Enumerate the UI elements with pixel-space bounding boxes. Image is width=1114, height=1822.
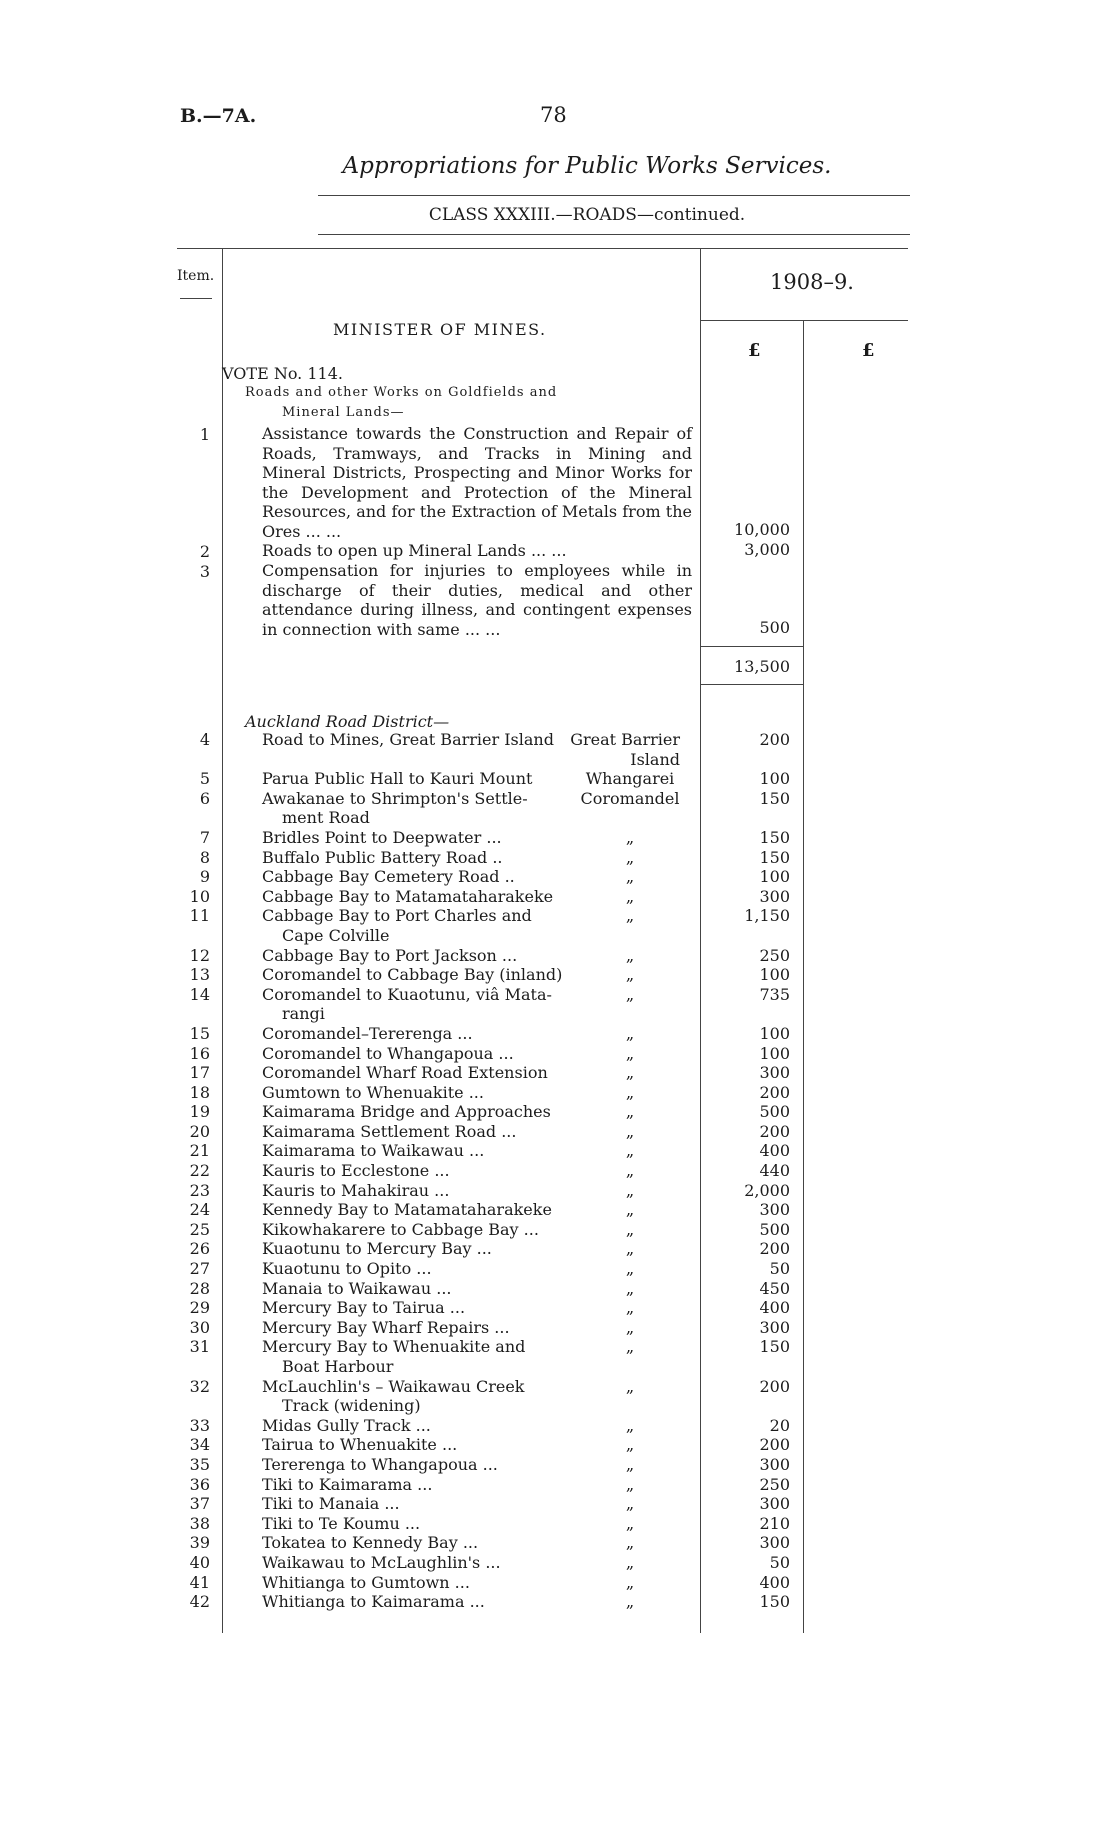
row-description <box>262 1141 577 1161</box>
row-description-line: Kuaotunu to Mercury Bay ... <box>262 1239 492 1259</box>
row-amount: 100 <box>759 965 790 985</box>
table-row <box>0 1044 1114 1064</box>
row-amount: 20 <box>769 1415 790 1435</box>
table-row <box>0 1083 1114 1103</box>
row-locality: „ <box>625 1219 635 1239</box>
document-code: B.—7A. <box>180 105 257 127</box>
row-description <box>262 946 577 966</box>
row-description <box>262 1533 577 1553</box>
row-description <box>262 828 577 848</box>
table-row <box>0 1377 1114 1416</box>
row-item-number: 32 <box>189 1376 210 1396</box>
table-row <box>0 1122 1114 1142</box>
row-description <box>262 1416 577 1436</box>
row-item-number: 22 <box>189 1161 210 1181</box>
row-amount: 250 <box>759 945 790 965</box>
table-row <box>0 1435 1114 1455</box>
table-row <box>0 1592 1114 1612</box>
row-item-number: 31 <box>189 1337 210 1357</box>
row-amount: 300 <box>759 886 790 906</box>
row-item-number: 35 <box>189 1454 210 1474</box>
table-row <box>0 1494 1114 1514</box>
item-amount: 500 <box>759 618 790 637</box>
table-row <box>0 1533 1114 1553</box>
table-row <box>0 1239 1114 1259</box>
row-description <box>262 1298 577 1318</box>
row-description-continuation: Boat Harbour <box>282 1357 394 1376</box>
row-item-number: 42 <box>189 1592 210 1612</box>
row-locality: „ <box>625 1552 635 1572</box>
row-locality: „ <box>625 965 635 985</box>
row-description <box>262 1475 577 1495</box>
row-locality: „ <box>625 1572 635 1592</box>
table-row <box>0 1141 1114 1161</box>
table-row <box>0 1573 1114 1593</box>
row-item-number: 39 <box>189 1533 210 1553</box>
row-locality: „ <box>625 1454 635 1474</box>
row-amount: 100 <box>759 769 790 789</box>
row-description-line: Coromandel Wharf Road Extension <box>262 1063 548 1083</box>
row-locality: „ <box>625 847 635 867</box>
item-amount: 3,000 <box>744 540 790 559</box>
subtotal-rule <box>700 646 803 647</box>
row-item-number: 20 <box>189 1121 210 1141</box>
row-locality: „ <box>625 827 635 847</box>
class-heading: CLASS XXXIII.—ROADS—continued. <box>428 205 746 225</box>
row-amount: 500 <box>759 1102 790 1122</box>
vote-title-line1: Roads and other Works on Goldfields and <box>245 385 558 400</box>
row-description <box>262 906 577 945</box>
row-description-continuation: ment Road <box>282 808 370 828</box>
row-item-number: 13 <box>189 965 210 985</box>
row-locality: „ <box>625 1043 635 1063</box>
row-item-number: 34 <box>189 1435 210 1455</box>
row-amount: 200 <box>759 1239 790 1259</box>
item-description: Compensation for injuries to employees while in discharge of their duties, medical and other attendance during illness, and contingent expenses in connection with same ... ... <box>262 561 692 639</box>
row-item-number: 5 <box>199 769 210 789</box>
table-row <box>0 906 1114 945</box>
table-row <box>0 1416 1114 1436</box>
row-item-number: 19 <box>189 1102 210 1122</box>
currency-left: £ <box>748 340 761 361</box>
table-row <box>0 1200 1114 1220</box>
row-description-line: Mercury Bay Wharf Repairs ... <box>262 1317 510 1337</box>
row-description <box>262 1279 577 1299</box>
row-item-number: 4 <box>199 730 210 749</box>
row-amount: 200 <box>759 730 790 749</box>
row-amount: 150 <box>759 1592 790 1612</box>
row-description-line: Midas Gully Track ... <box>262 1415 431 1435</box>
row-locality: Great Barrier Island <box>570 730 680 769</box>
row-locality: „ <box>625 1474 635 1494</box>
row-amount: 250 <box>759 1474 790 1494</box>
row-amount: 500 <box>759 1219 790 1239</box>
row-description-line: Buffalo Public Battery Road .. <box>262 847 503 867</box>
table-row <box>0 1024 1114 1044</box>
row-locality: „ <box>625 1317 635 1337</box>
row-description <box>262 1122 577 1142</box>
row-locality: Coromandel <box>580 788 680 808</box>
row-description-line: Whitianga to Kaimarama ... <box>262 1592 485 1612</box>
row-amount: 100 <box>759 1023 790 1043</box>
row-locality: „ <box>625 906 635 926</box>
row-amount: 150 <box>759 847 790 867</box>
row-locality: „ <box>625 1494 635 1514</box>
row-description <box>262 1044 577 1064</box>
row-description-line: Parua Public Hall to Kauri Mount <box>262 769 533 789</box>
row-description-line: Coromandel to Cabbage Bay (inland) <box>262 965 563 985</box>
row-description-line: Kikowhakarere to Cabbage Bay ... <box>262 1219 539 1239</box>
row-description <box>262 1435 577 1455</box>
table-row <box>0 1318 1114 1338</box>
row-description <box>262 965 577 985</box>
row-description-line: Mercury Bay to Whenuakite and <box>262 1337 526 1357</box>
row-description-line: Cabbage Bay Cemetery Road .. <box>262 867 515 887</box>
row-description <box>262 1337 577 1376</box>
item-under-rule <box>180 298 212 299</box>
row-description <box>262 1592 577 1612</box>
table-row <box>0 1259 1114 1279</box>
row-item-number: 11 <box>189 906 210 926</box>
table-row <box>0 1161 1114 1181</box>
table-row <box>0 769 1114 789</box>
table-row <box>0 1102 1114 1122</box>
row-item-number: 28 <box>189 1278 210 1298</box>
row-description-line: Tiki to Te Koumu ... <box>262 1513 421 1533</box>
row-locality: „ <box>625 1121 635 1141</box>
row-description-line: Cabbage Bay to Matamataharakeke <box>262 886 554 906</box>
row-locality: „ <box>625 1435 635 1455</box>
vote-number: VOTE No. 114. <box>222 364 343 383</box>
table-row <box>0 1455 1114 1475</box>
row-description-line: Kaimarama to Waikawau ... <box>262 1141 485 1161</box>
row-description-line: Kauris to Ecclestone ... <box>262 1161 450 1181</box>
row-item-number: 17 <box>189 1063 210 1083</box>
item-number: 1 <box>199 425 210 444</box>
row-description-line: Kennedy Bay to Matamataharakeke <box>262 1200 552 1220</box>
row-locality: „ <box>625 1278 635 1298</box>
table-row <box>0 1514 1114 1534</box>
row-item-number: 33 <box>189 1415 210 1435</box>
row-description <box>262 1024 577 1044</box>
row-description-line: Coromandel to Whangapoua ... <box>262 1043 514 1063</box>
item-description: Assistance towards the Construction and Repair of Roads, Tramways, and Tracks in Mining and Mineral Districts, Prospecting and Minor Works for the Development and Protection of the Mineral Resources, and for the Extraction of Metals from the Ores ... ... <box>262 424 692 541</box>
row-locality: „ <box>625 867 635 887</box>
row-item-number: 38 <box>189 1513 210 1533</box>
row-item-number: 41 <box>189 1572 210 1592</box>
table-row <box>0 965 1114 985</box>
table-row <box>0 1279 1114 1299</box>
row-description-line: Coromandel–Tererenga ... <box>262 1023 473 1043</box>
row-description-line: Whitianga to Gumtown ... <box>262 1572 470 1592</box>
row-locality: „ <box>625 1259 635 1279</box>
row-description-line: Bridles Point to Deepwater ... <box>262 827 502 847</box>
table-row <box>0 1475 1114 1495</box>
row-item-number: 18 <box>189 1082 210 1102</box>
page-title: Appropriations for Public Works Services. <box>342 153 832 179</box>
vote-title-line2: Mineral Lands— <box>282 405 405 420</box>
row-item-number: 24 <box>189 1200 210 1220</box>
table-row <box>0 867 1114 887</box>
row-locality: Whangarei <box>585 769 675 789</box>
table-row <box>0 1181 1114 1201</box>
page-number: 78 <box>540 103 567 127</box>
row-description-line: Tokatea to Kennedy Bay ... <box>262 1533 479 1553</box>
row-amount: 150 <box>759 1337 790 1357</box>
row-description <box>262 1239 577 1259</box>
row-item-number: 29 <box>189 1298 210 1318</box>
item-number: 2 <box>199 542 210 561</box>
total-rule <box>700 684 803 685</box>
row-description <box>262 1181 577 1201</box>
row-amount: 400 <box>759 1141 790 1161</box>
row-amount: 450 <box>759 1278 790 1298</box>
row-item-number: 14 <box>189 984 210 1004</box>
year-rule <box>700 320 908 321</box>
row-item-number: 16 <box>189 1043 210 1063</box>
row-amount: 150 <box>759 827 790 847</box>
row-description-line: Tiki to Manaia ... <box>262 1494 400 1514</box>
table-row <box>0 848 1114 868</box>
row-item-number: 10 <box>189 886 210 906</box>
row-amount: 300 <box>759 1063 790 1083</box>
row-description-line: Coromandel to Kuaotunu, viâ Mata- <box>262 984 552 1004</box>
row-item-number: 25 <box>189 1219 210 1239</box>
row-amount: 400 <box>759 1572 790 1592</box>
row-locality: „ <box>625 1141 635 1161</box>
row-description <box>262 1220 577 1240</box>
class-rule <box>318 234 910 235</box>
row-item-number: 15 <box>189 1023 210 1043</box>
row-locality: „ <box>625 984 635 1004</box>
row-item-number: 6 <box>199 788 210 808</box>
row-description-line: Mercury Bay to Tairua ... <box>262 1298 466 1318</box>
row-description <box>262 985 577 1024</box>
row-item-number: 40 <box>189 1552 210 1572</box>
row-amount: 300 <box>759 1494 790 1514</box>
row-locality: „ <box>625 1592 635 1612</box>
row-description <box>262 1377 577 1416</box>
row-description <box>262 867 577 887</box>
row-item-number: 12 <box>189 945 210 965</box>
row-amount: 735 <box>759 984 790 1004</box>
row-item-number: 37 <box>189 1494 210 1514</box>
row-description <box>262 1514 577 1534</box>
row-item-number: 8 <box>199 847 210 867</box>
row-description-continuation: rangi <box>282 1004 325 1024</box>
row-locality: „ <box>625 1337 635 1357</box>
row-locality: „ <box>625 886 635 906</box>
row-locality: „ <box>625 1298 635 1318</box>
table-row <box>0 1298 1114 1318</box>
table-row <box>0 828 1114 848</box>
row-locality: „ <box>625 1161 635 1181</box>
title-rule <box>318 195 910 196</box>
row-amount: 440 <box>759 1161 790 1181</box>
year-header: 1908–9. <box>770 270 854 294</box>
currency-right: £ <box>862 340 875 361</box>
row-description-line: Cabbage Bay to Port Charles and <box>262 906 532 926</box>
row-description <box>262 848 577 868</box>
row-locality: „ <box>625 1023 635 1043</box>
row-locality: „ <box>625 1239 635 1259</box>
table-row <box>0 1337 1114 1376</box>
row-description <box>262 1200 577 1220</box>
row-description <box>262 1161 577 1181</box>
row-item-number: 36 <box>189 1474 210 1494</box>
row-amount: 2,000 <box>744 1180 790 1200</box>
table-row <box>0 1220 1114 1240</box>
row-locality: „ <box>625 1082 635 1102</box>
ministry-heading: MINISTER OF MINES. <box>333 320 547 339</box>
district-table <box>0 730 1114 1612</box>
row-description <box>262 769 577 789</box>
row-description <box>262 1318 577 1338</box>
row-amount: 300 <box>759 1454 790 1474</box>
row-description <box>262 1494 577 1514</box>
row-amount: 200 <box>759 1121 790 1141</box>
row-description-line: Waikawau to McLaughlin's ... <box>262 1552 501 1572</box>
row-description-continuation: Cape Colville <box>282 925 390 945</box>
row-description-line: Tiki to Kaimarama ... <box>262 1474 433 1494</box>
row-locality: „ <box>625 1513 635 1533</box>
row-description <box>262 730 577 750</box>
row-locality: „ <box>625 945 635 965</box>
district-heading: Auckland Road District— <box>245 712 450 731</box>
row-locality: „ <box>625 1200 635 1220</box>
row-description <box>262 1083 577 1103</box>
row-amount: 300 <box>759 1317 790 1337</box>
row-item-number: 27 <box>189 1259 210 1279</box>
item-column-header: Item. <box>177 268 215 284</box>
row-description <box>262 1259 577 1279</box>
row-description <box>262 887 577 907</box>
row-description-line: McLauchlin's – Waikawau Creek <box>262 1376 525 1396</box>
item-amount: 10,000 <box>734 520 790 539</box>
row-amount: 200 <box>759 1082 790 1102</box>
row-amount: 100 <box>759 1043 790 1063</box>
row-amount: 1,150 <box>744 906 790 926</box>
table-row <box>0 789 1114 828</box>
row-description-line: Kaimarama Bridge and Approaches <box>262 1102 551 1122</box>
row-description-line: Manaia to Waikawau ... <box>262 1278 452 1298</box>
row-description-line: Awakanae to Shrimpton's Settle- <box>262 788 528 808</box>
row-locality: „ <box>625 1102 635 1122</box>
vote-total: 13,500 <box>734 657 790 676</box>
row-locality: „ <box>625 1063 635 1083</box>
table-row <box>0 887 1114 907</box>
row-amount: 300 <box>759 1200 790 1220</box>
item-number: 3 <box>199 562 210 581</box>
row-amount: 150 <box>759 788 790 808</box>
row-locality: „ <box>625 1415 635 1435</box>
row-amount: 200 <box>759 1376 790 1396</box>
row-description-line: Gumtown to Whenuakite ... <box>262 1082 484 1102</box>
row-description <box>262 789 577 828</box>
row-description-line: Road to Mines, Great Barrier Island <box>262 730 554 749</box>
row-amount: 50 <box>769 1552 790 1572</box>
row-description-line: Cabbage Bay to Port Jackson ... <box>262 945 518 965</box>
row-item-number: 7 <box>199 827 210 847</box>
row-amount: 200 <box>759 1435 790 1455</box>
row-locality: „ <box>625 1533 635 1553</box>
table-row <box>0 985 1114 1024</box>
row-item-number: 26 <box>189 1239 210 1259</box>
row-description-line: Kaimarama Settlement Road ... <box>262 1121 517 1141</box>
table-top-rule <box>177 248 908 249</box>
table-row <box>0 730 1114 769</box>
row-description-line: Kauris to Mahakirau ... <box>262 1180 450 1200</box>
row-description <box>262 1573 577 1593</box>
row-amount: 210 <box>759 1513 790 1533</box>
row-amount: 400 <box>759 1298 790 1318</box>
row-description <box>262 1455 577 1475</box>
row-description-line: Kuaotunu to Opito ... <box>262 1259 432 1279</box>
row-item-number: 21 <box>189 1141 210 1161</box>
row-description-continuation: Track (widening) <box>282 1396 421 1416</box>
row-description <box>262 1553 577 1573</box>
row-locality: „ <box>625 1376 635 1396</box>
row-description-line: Tairua to Whenuakite ... <box>262 1435 458 1455</box>
row-item-number: 30 <box>189 1317 210 1337</box>
row-item-number: 23 <box>189 1180 210 1200</box>
row-description <box>262 1102 577 1122</box>
row-description <box>262 1063 577 1083</box>
item-description: Roads to open up Mineral Lands ... ... <box>262 541 567 560</box>
row-description-line: Tererenga to Whangapoua ... <box>262 1454 498 1474</box>
table-row <box>0 946 1114 966</box>
row-locality: „ <box>625 1180 635 1200</box>
table-row <box>0 1063 1114 1083</box>
table-row <box>0 1553 1114 1573</box>
row-amount: 300 <box>759 1533 790 1553</box>
row-item-number: 9 <box>199 867 210 887</box>
row-amount: 100 <box>759 867 790 887</box>
row-amount: 50 <box>769 1259 790 1279</box>
